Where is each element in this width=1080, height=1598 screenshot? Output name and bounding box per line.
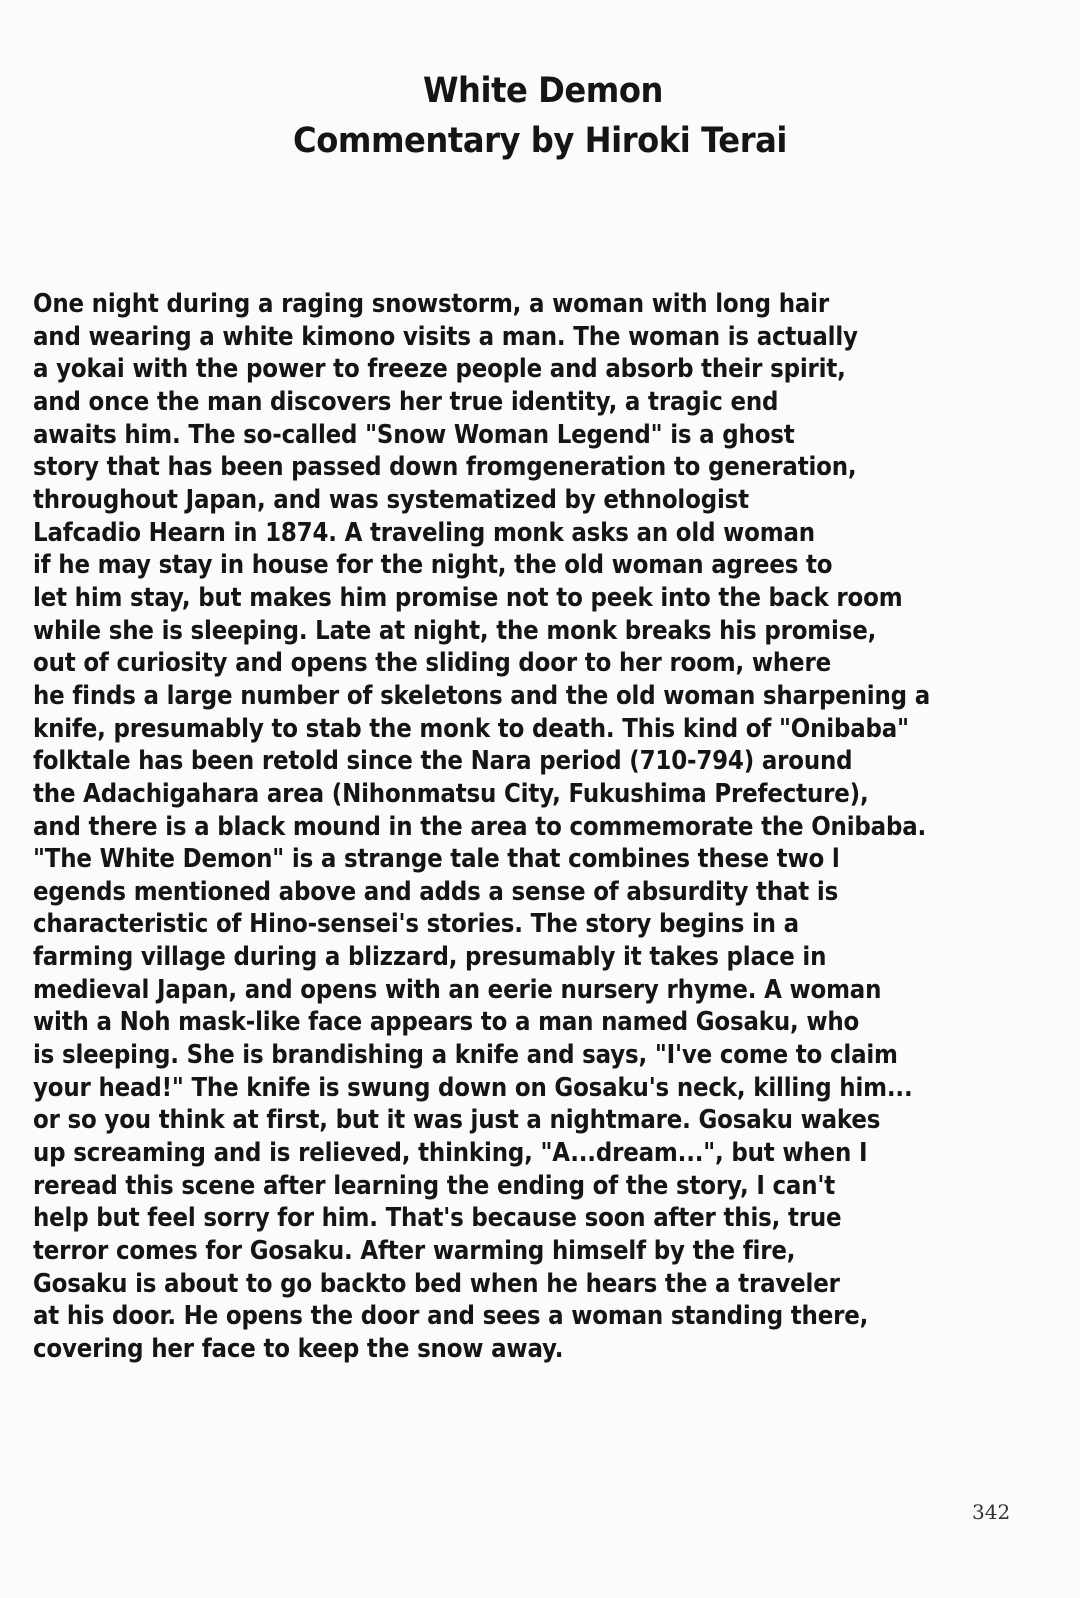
body-line: story that has been passed down fromgeneration to generation, (33, 452, 857, 483)
body-line: farming village during a blizzard, presumably it takes place in (33, 942, 827, 973)
body-line: covering her face to keep the snow away. (33, 1334, 564, 1364)
body-line: Lafcadio Hearn in 1874. A traveling monk asks an old woman (33, 517, 815, 548)
body-line: throughout Japan, and was systematized by ethnologist (33, 484, 749, 515)
body-line: folktale has been retold since the Nara period (710-794) around (33, 746, 853, 777)
body-line: out of curiosity and opens the sliding door to her room, where (33, 648, 831, 679)
body-line: help but feel sorry for him. That's because soon after this, true (33, 1203, 842, 1234)
body-line: terror comes for Gosaku. After warming himself by the fire, (33, 1236, 796, 1267)
body-line: Gosaku is about to go backto bed when he hears the a traveler (33, 1268, 840, 1299)
body-line: let him stay, but makes him promise not to peek into the back room (33, 582, 903, 613)
body-line: reread this scene after learning the ending of the story, I can't (33, 1170, 836, 1201)
commentary-body (33, 288, 1063, 1366)
title-block (0, 66, 1080, 166)
body-line: if he may stay in house for the night, the old woman agrees to (33, 550, 833, 581)
body-line: your head!" The knife is swung down on Gosaku's neck, killing him... (33, 1072, 913, 1103)
body-line: medieval Japan, and opens with an eerie nursery rhyme. A woman (33, 974, 882, 1005)
body-line: "The White Demon" is a strange tale that combines these two l (33, 844, 840, 875)
body-line: and there is a black mound in the area to commemorate the Onibaba. (33, 811, 927, 842)
body-line: or so you think at first, but it was just a nightmare. Gosaku wakes (33, 1105, 881, 1136)
body-line: at his door. He opens the door and sees a woman standing there, (33, 1301, 869, 1332)
body-line: egends mentioned above and adds a sense of absurdity that is (33, 876, 839, 907)
body-line: a yokai with the power to freeze people and absorb their spirit, (33, 354, 846, 385)
body-line: and once the man discovers her true identity, a tragic end (33, 386, 779, 417)
page-subtitle: Commentary by Hiroki Terai (293, 121, 787, 161)
body-line: while she is sleeping. Late at night, the monk breaks his promise, (33, 615, 877, 646)
body-line: knife, presumably to stab the monk to death. This kind of "Onibaba" (33, 713, 909, 744)
body-line: up screaming and is relieved, thinking, "A...dream...", but when I (33, 1138, 868, 1169)
body-line: he finds a large number of skeletons and the old woman sharpening a (33, 680, 931, 711)
body-line: One night during a raging snowstorm, a woman with long hair (33, 289, 830, 319)
body-line: with a Noh mask-like face appears to a man named Gosaku, who (33, 1007, 860, 1038)
body-line: characteristic of Hino-sensei's stories. The story begins in a (33, 909, 799, 940)
body-line: is sleeping. She is brandishing a knife and says, "I've come to claim (33, 1040, 898, 1071)
body-line: and wearing a white kimono visits a man. The woman is actually (33, 321, 858, 352)
page-number: 342 (972, 1500, 1011, 1524)
body-line: the Adachigahara area (Nihonmatsu City, Fukushima Prefecture), (33, 778, 869, 809)
page-title: White Demon (422, 71, 664, 111)
body-line: awaits him. The so-called "Snow Woman Legend" is a ghost (33, 419, 795, 450)
